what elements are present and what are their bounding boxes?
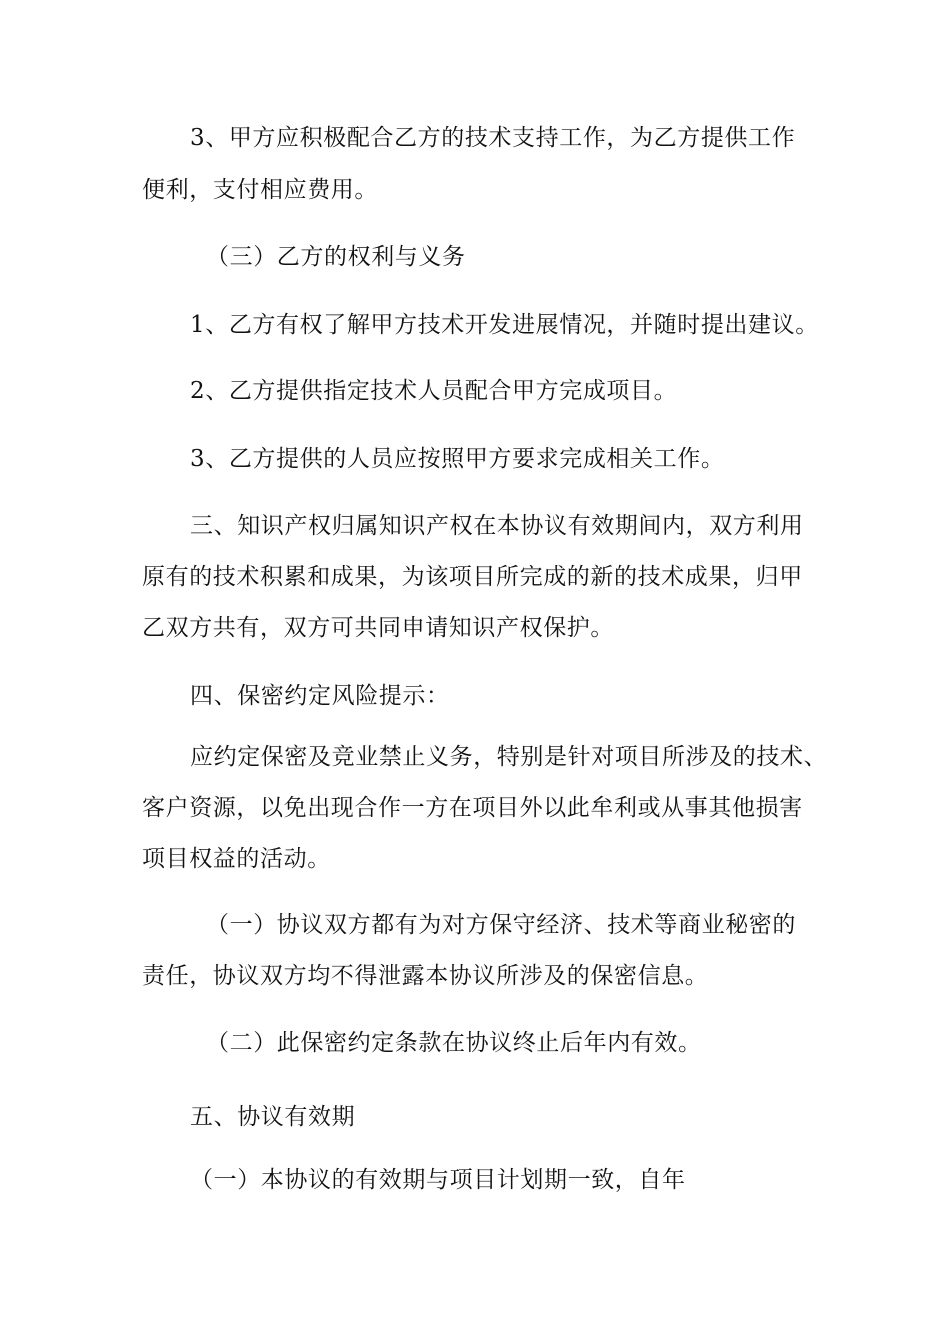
clause-a3-line-2: 便利，支付相应费用。 [142, 177, 378, 203]
clause-b2: 2、乙方提供指定技术人员配合甲方完成项目。 [190, 378, 678, 404]
clause-a3-line-1: 3、甲方应积极配合乙方的技术支持工作，为乙方提供工作 [190, 125, 796, 151]
risk-note-line-2: 客户资源，以免出现合作一方在项目外以此牟利或从事其他损害 [142, 795, 803, 821]
confidentiality-item-1-line-2: 责任，协议双方均不得泄露本协议所涉及的保密信息。 [142, 963, 709, 989]
clause-b1: 1、乙方有权了解甲方技术开发进展情况，并随时提出建议。 [190, 312, 819, 338]
clause-b3: 3、乙方提供的人员应按照甲方要求完成相关工作。 [190, 446, 725, 472]
ip-clause-line-2: 原有的技术积累和成果，为该项目所完成的新的技术成果，归甲 [142, 564, 803, 590]
term-item-1: （一）本协议的有效期与项目计划期一致，自年 [190, 1167, 686, 1193]
risk-note-line-3: 项目权益的活动。 [142, 846, 331, 872]
section-heading-party-b: （三）乙方的权利与义务 [206, 244, 466, 270]
confidentiality-item-2: （二）此保密约定条款在协议终止后年内有效。 [206, 1030, 702, 1056]
ip-clause-line-1: 三、知识产权归属知识产权在本协议有效期间内，双方利用 [190, 513, 804, 539]
section-heading-term: 五、协议有效期 [190, 1104, 356, 1130]
section-heading-confidentiality: 四、保密约定风险提示： [190, 683, 450, 709]
ip-clause-line-3: 乙双方共有，双方可共同申请知识产权保护。 [142, 615, 614, 641]
confidentiality-item-1-line-1: （一）协议双方都有为对方保守经济、技术等商业秘密的 [206, 912, 796, 938]
risk-note-line-1: 应约定保密及竞业禁止义务，特别是针对项目所涉及的技术、 [190, 744, 828, 770]
